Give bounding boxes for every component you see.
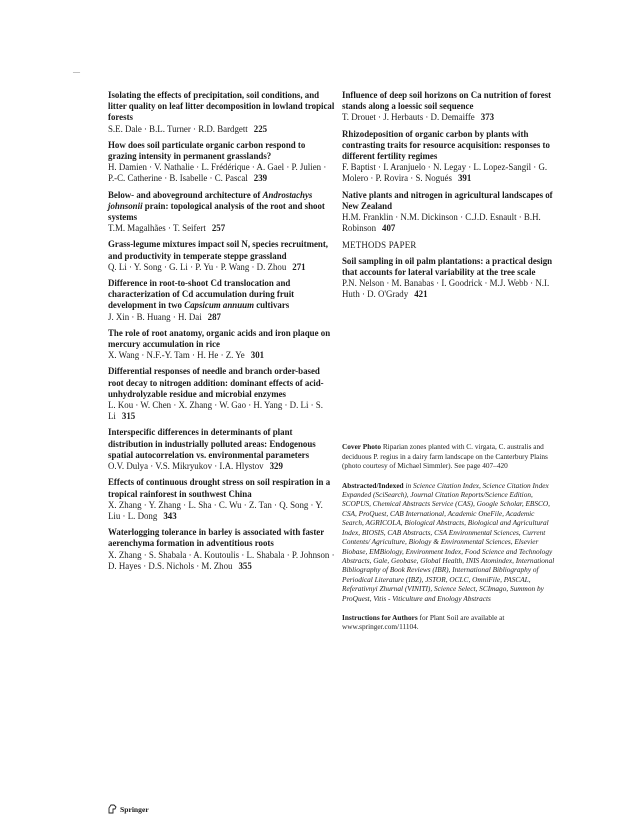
article-title: Waterlogging tolerance in barley is associated with faster aerenchyma formation in adventitious roots	[108, 527, 325, 549]
article-authors	[108, 550, 336, 572]
left-column	[108, 90, 336, 577]
author-names: H.M. Franklin · N.M. Dickinson · C.J.D. Esnault · B.H. Robinson	[342, 212, 541, 234]
author-names: T.M. Magalhães · T. Seifert	[108, 223, 206, 234]
corner-mark: —	[73, 68, 80, 76]
article-authors	[108, 223, 336, 234]
article-authors	[342, 162, 556, 184]
page-number: 355	[238, 560, 252, 571]
cover-text: Riparian zones planted with C. virgata, C. australis and deciduous P. regius in a dairy farm landscape on the Canterbury Plains (photo courtesy of Michael Simmler). See page 407–420	[342, 442, 548, 471]
methods-entry-wrap	[342, 256, 556, 301]
author-names: F. Baptist · I. Aranjuelo · N. Legay · L. Lopez-Sangil · G. Molero · P. Rovira · S. Nogués	[342, 162, 548, 184]
toc-entry[interactable]	[108, 190, 336, 235]
toc-entry[interactable]	[108, 278, 336, 323]
toc-entry[interactable]	[108, 239, 336, 273]
springer-horse-icon	[108, 804, 117, 814]
article-title: Soil sampling in oil palm plantations: a practical design that accounts for lateral variability at the tree scale	[342, 255, 553, 277]
instructions-label: Instructions for Authors	[342, 612, 418, 622]
article-title: Effects of continuous drought stress on soil respiration in a tropical rainforest in southwest China	[108, 477, 331, 499]
page-number: 239	[253, 173, 268, 184]
page-number: 271	[292, 261, 306, 272]
author-names: X. Wang · N.F.-Y. Tam · H. He · Z. Ye	[108, 350, 245, 361]
toc-entry[interactable]	[342, 129, 556, 185]
author-names: T. Drouet · J. Herbauts · D. Demaiffe	[342, 112, 475, 123]
title-part: Difference in root-to-shoot Cd translocation and characterization of Cd accumulation during fruit development in two	[108, 278, 295, 311]
article-title: Native plants and nitrogen in agricultural landscapes of New Zealand	[342, 189, 553, 211]
abstracted-text: in Science Citation Index, Science Citation Index Expanded (SciSearch), Journal Citation Reports/Science Edition, SCOPUS, Chemical Abstracts Service (CAS), Google Scholar, EBSCO, CSA, ProQuest, CAB International, Academic OneFile, Academic Search, AGRICOLA, Biological Abstracts, Biological and Agricultural Index, BIOSIS, CAB Abstracts, CSA Environmental Sciences, Current Contents/ Agriculture, Biology & Environmental Sciences, Elsevier Biobase, EMBiology, Environment Index, Food Science and Technology Abstracts, Gale, Geobase, Global Health, INIS Atomindex, International Bibliography of Book Reviews (IBR), International Bibliography of Periodical Literature (IBZ), JSTOR, OCLC, OmniFile, PASCAL, Referativnyi Zhurnal (VINITI), Science Select, SCImago, Summon by ProQuest, Vitis - Viticulture and Enology Abstracts	[342, 480, 555, 603]
springer-logo	[108, 804, 149, 814]
title-species: Capsicum annuum	[184, 300, 254, 311]
article-title: Influence of deep soil horizons on Ca nutrition of forest stands along a loessic soil sequence	[342, 90, 552, 112]
abstracted-indexed	[342, 481, 556, 603]
page-number: 407	[382, 223, 396, 234]
springer-text: Springer	[120, 804, 149, 814]
author-names: J. Xin · B. Huang · H. Dai	[108, 311, 202, 322]
toc-entry[interactable]	[342, 256, 556, 301]
toc-entry[interactable]	[108, 328, 336, 362]
page-number: 329	[269, 461, 283, 472]
cover-label: Cover Photo	[342, 442, 381, 452]
page-number: 391	[457, 173, 472, 184]
article-authors	[108, 350, 336, 361]
article-title	[108, 278, 336, 312]
article-authors	[342, 278, 556, 300]
toc-entry[interactable]	[108, 527, 336, 572]
toc-entry[interactable]	[342, 90, 556, 124]
toc-entry[interactable]	[108, 90, 336, 135]
toc-entry[interactable]	[108, 477, 336, 522]
author-names: H. Damien · V. Nathalie · L. Frédérique · A. Gael · P. Julien · P.-C. Catherine · B. Isabelle · C. Pascal	[108, 162, 327, 184]
author-names: Q. Li · Y. Song · G. Li · P. Yu · P. Wang · D. Zhou	[108, 261, 287, 272]
toc-entry[interactable]	[108, 427, 336, 472]
article-authors	[108, 262, 336, 273]
methods-heading: METHODS PAPER	[342, 240, 417, 251]
article-authors	[342, 212, 556, 234]
abstracted-label: Abstracted/Indexed	[342, 480, 404, 490]
right-column	[342, 90, 556, 632]
article-title: Differential responses of needle and branch order-based root decay to nitrogen addition: dominant effects of acid-unhydrolyzable residue and microbial enzymes	[108, 366, 324, 399]
title-species: Androstachys johnsonii	[108, 189, 313, 211]
author-names: X. Zhang · S. Shabala · A. Koutoulis · L. Shabala · P. Johnson · D. Hayes · D.S. Nichols · M. Zhou	[108, 549, 335, 571]
page-number: 373	[480, 112, 495, 123]
page-number: 225	[253, 123, 268, 134]
page-number: 343	[163, 510, 177, 521]
right-entries	[342, 90, 556, 234]
article-authors	[108, 312, 336, 323]
author-names: P.N. Nelson · M. Banabas · I. Goodrick · M.J. Webb · N.I. Huth · D. O'Grady	[342, 278, 550, 300]
article-title: Rhizodeposition of organic carbon by plants with contrasting traits for resource acquisition: responses to different fertility regimes	[342, 128, 550, 162]
page-number: 257	[211, 223, 226, 234]
article-authors	[108, 124, 336, 135]
article-authors	[342, 112, 556, 123]
article-authors	[108, 500, 336, 522]
article-title: The role of root anatomy, organic acids and iron plaque on mercury accumulation in rice	[108, 327, 331, 350]
instructions-for-authors	[342, 613, 556, 632]
article-title: Interspecific differences in determinants of plant distribution in industrially polluted areas: Endogenous spatial autocorrelation vs. environmental parameters	[108, 427, 316, 460]
author-names: L. Kou · W. Chen · X. Zhang · W. Gao · H. Yang · D. Li · S. Li	[108, 400, 323, 422]
author-names: O.V. Dulya · V.S. Mikryukov · I.A. Hlystov	[108, 461, 264, 472]
article-authors	[108, 400, 336, 422]
author-names: S.E. Dale · B.L. Turner · R.D. Bardgett	[108, 123, 248, 134]
cover-photo-note	[342, 442, 556, 470]
page-number: 287	[207, 311, 221, 322]
toc-entry[interactable]	[342, 190, 556, 235]
article-title: How does soil particulate organic carbon respond to grazing intensity in permanent grasslands?	[108, 139, 306, 162]
article-authors	[108, 162, 336, 184]
article-authors	[108, 461, 336, 472]
author-names: X. Zhang · Y. Zhang · L. Sha · C. Wu · Z. Tan · Q. Song · Y. Liu · L. Dong	[108, 499, 323, 521]
article-title: Grass-legume mixtures impact soil N, species recruitment, and productivity in temperate steppe grassland	[108, 239, 329, 261]
toc-entry[interactable]	[108, 366, 336, 422]
page-number: 315	[121, 411, 136, 422]
page-number: 301	[250, 350, 265, 361]
title-part: prain: topological analysis of the root and shoot systems	[108, 200, 325, 223]
article-title	[108, 190, 336, 224]
article-title: Isolating the effects of precipitation, soil conditions, and litter quality on leaf litter decomposition in lowland tropical forests	[108, 90, 335, 123]
title-part: cultivars	[253, 300, 290, 311]
toc-entry[interactable]	[108, 140, 336, 185]
instructions-text: for Plant Soil are available at www.springer.com/11104.	[342, 612, 505, 632]
title-part: Below- and aboveground architecture of	[108, 189, 263, 200]
page-number: 421	[414, 289, 428, 300]
